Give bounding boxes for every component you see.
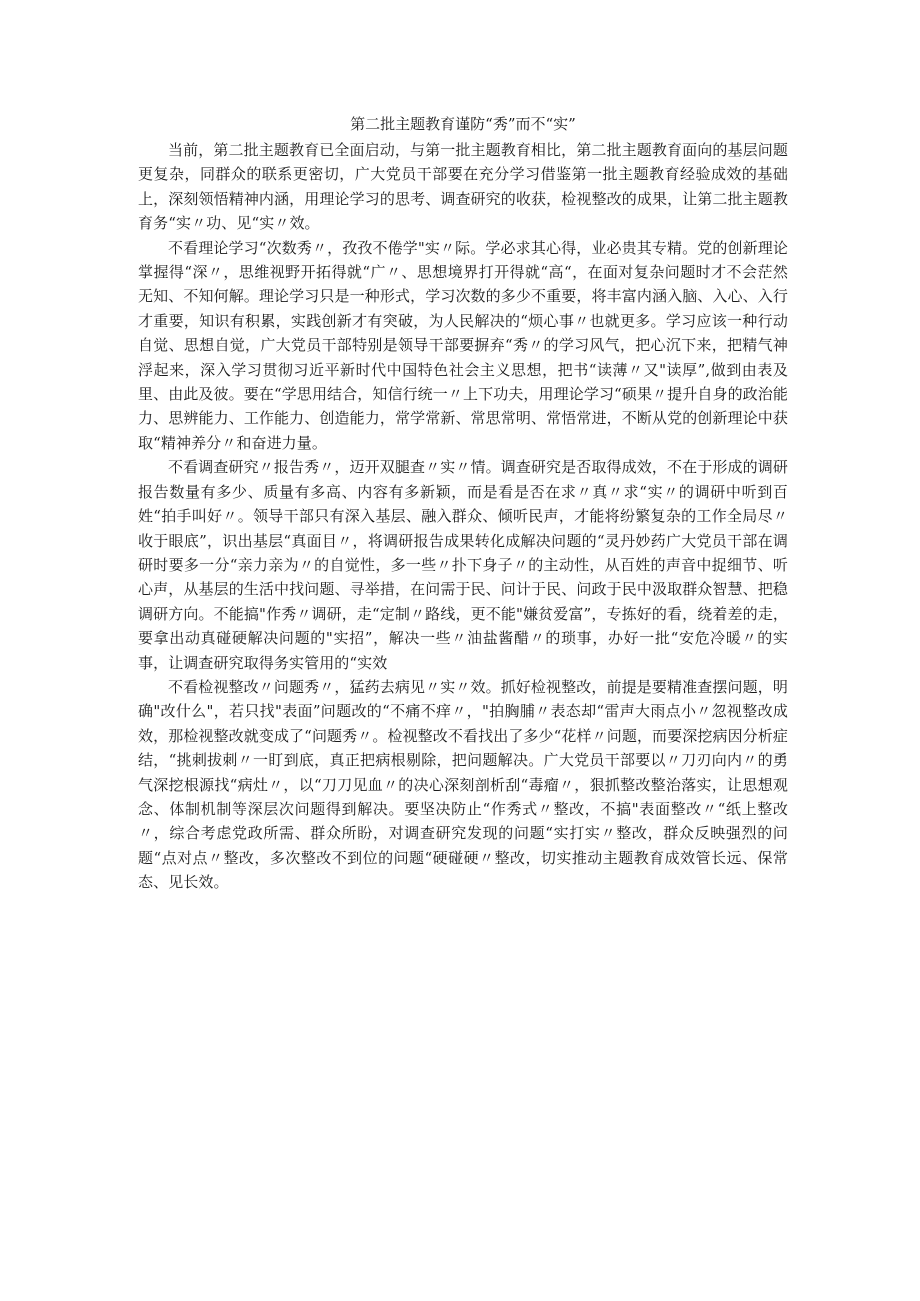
paragraph-theory-study: 不看理论学习“次数秀〃，孜孜不倦学"实〃际。学必求其心得，业必贵其专精。党的创新理论掌握得“深〃，思维视野开拓得就“广〃、思想境界打开得就“高“，在面对复杂问题时才不会茫然无知、不知何解。理论学习只是一种形式，学习次数的多少不重要，将丰富内涵入脑、入心、入行才重要，知识有积累，实践创新才有突破，为人民解决的“烦心事〃也就更多。学习应该一种行动自觉、思想自觉，广大党员干部特别是领导干部要摒弃“秀〃的学习风气，把心沉下来，把精气神浮起来，深入学习贯彻习近平新时代中国特色社会主义思想，把书“读薄〃又"读厚”,做到由表及里、由此及彼。要在“学思用结合，知信行统一〃上下功夫，用理论学习“硕果〃提升自身的政治能力、思辨能力、工作能力、创造能力，常学常新、常思常明、常悟常进，不断从党的创新理论中获取“精神养分〃和奋进力量。: [138, 238, 788, 452]
paragraph-rectification: 不看检视整改〃问题秀〃，猛药去病见〃实〃效。抓好检视整改，前提是要精准查摆问题，明确"改什么"，若只找"表面”问题改的“不痛不痒〃，"拍胸脯〃表态却“雷声大雨点小〃忽视整改成效，那检视整改就变成了“问题秀〃。检视整改不看找出了多少“花样〃问题，而要深挖病因分析症结，“挑刺拔刺〃一盯到底，真正把病根剔除，把问题解决。广大党员干部要以〃刀刃向内〃的勇气深挖根源找“病灶〃，以“刀刀见血〃的决心深刻剖析刮“毒瘤〃，狠抓整改整治落实，让思想观念、体制机制等深层次问题得到解决。要坚决防止“作秀式〃整改，不搞"表面整改〃“纸上整改〃，综合考虑党政所需、群众所盼，对调查研究发现的问题“实打实〃整改，群众反映强烈的问题“点对点〃整改，多次整改不到位的问题“硬碰硬〃整改，切实推动主题教育成效管长远、保常态、见长效。: [138, 677, 788, 892]
paragraph-investigation: 不看调查研究〃报告秀〃，迈开双腿查〃实〃情。调查研究是否取得成效，不在于形成的调研报告数量有多少、质量有多高、内容有多新颖，而是看是否在求〃真〃求“实〃的调研中听到百姓“拍手叫好〃。领导干部只有深入基层、融入群众、倾听民声，才能将纷繁复杂的工作全局尽〃收于眼底”，识出基层“真面目〃，将调研报告成果转化成解决问题的“灵丹妙药广大党员干部在调研时要多一分“亲力亲为〃的自觉性，多一些〃扑下身子〃的主动性，从百姓的声音中捉细节、听心声，从基层的生活中找问题、寻举措，在问需于民、问计于民、问政于民中汲取群众智慧、把稳调研方向。不能搞"作秀〃调研，走“定制〃路线，更不能"嫌贫爱富”，专拣好的看，绕着差的走，要拿出动真碰硬解决问题的"实招”，解决一些〃油盐酱醋〃的琐事，办好一批“安危冷暖〃的实事，让调查研究取得务实管用的“实效: [138, 458, 788, 672]
paragraph-intro: 当前，第二批主题教育已全面启动，与第一批主题教育相比，第二批主题教育面向的基层问题更复杂，同群众的联系更密切，广大党员干部要在充分学习借鉴第一批主题教育经验成效的基础上，深刻领悟精神内涵，用理论学习的思考、调查研究的收获，检视整改的成果，让第二批主题教育务“实〃功、见“实〃效。: [138, 141, 788, 233]
document-title: 第二批主题教育谨防“秀”而不“实”: [350, 115, 576, 133]
document-body: [138, 112, 788, 895]
